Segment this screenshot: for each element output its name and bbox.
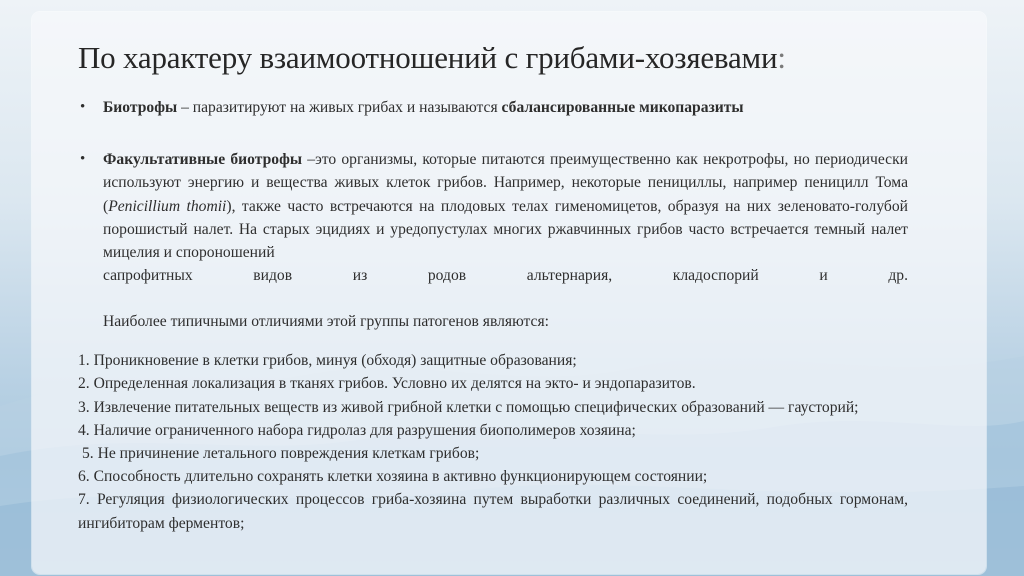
list-item: 7. Регуляция физиологических процессов гриба-хозяина путем выработки различных соединений, подобных гормонам, ингибиторам ферментов; [78,491,908,532]
term-facultative-biotrophs: Факультативные биотрофы [103,151,303,169]
slide-body [78,94,908,535]
list-item: 6. Способность длительно сохранять клетки хозяина в активно функционирующем состоянии; [78,468,708,486]
bullet-dot-icon: • [80,99,86,115]
list-item: 2. Определенная локализация в тканях грибов. Условно их делятся на экто- и эндопаразитов. [78,375,696,393]
facultative-text-a: –это организмы, которые питаются преимущественно как некротрофы, но периодически используют энергию и вещества живых клеток грибов. Например, некоторые пенициллы, например пеницилл Тома ( [103,151,908,215]
bullet-biotrophs [78,96,908,119]
facultative-text-c: сапрофитных видов из родов альтернария, кладоспорий и др. [103,267,908,285]
list-item: 4. Наличие ограниченного набора гидролаз для разрушения биополимеров хозяина; [78,421,636,439]
slide-title [78,40,786,76]
bullet-dot-icon: • [80,151,86,168]
features-list [78,349,908,535]
slide-title-colon: : [777,40,786,75]
slide-title-text: По характеру взаимоотношений с грибами-хозяевами [78,40,778,75]
features-intro: Наиболее типичными отличиями этой группы патогенов являются: [103,313,549,331]
bullet-facultative-biotrophs [78,148,908,287]
biotrophs-emphasis: сбалансированные микопаразиты [501,99,744,116]
biotrophs-text: – паразитируют на живых грибах и называются [177,99,502,116]
list-item: 5. Не причинение летального повреждения клеткам грибов; [82,445,480,463]
list-item: 3. Извлечение питательных веществ из живой грибной клетки с помощью специфических образований — гаусторий; [78,398,859,416]
facultative-text-b: ), также часто встречаются на плодовых телах гименомицетов, образуя на них зеленовато-голубой порошистый налет. На старых эцидиях и уредопустулах многих ржавчинных грибов часто встречается темный налет мицелия и спороношений [103,197,908,262]
latin-name: Penicillium thomii [108,197,227,215]
term-biotrophs: Биотрофы [103,99,178,116]
list-item: 1. Проникновение в клетки грибов, минуя (обходя) защитные образования; [78,352,577,370]
